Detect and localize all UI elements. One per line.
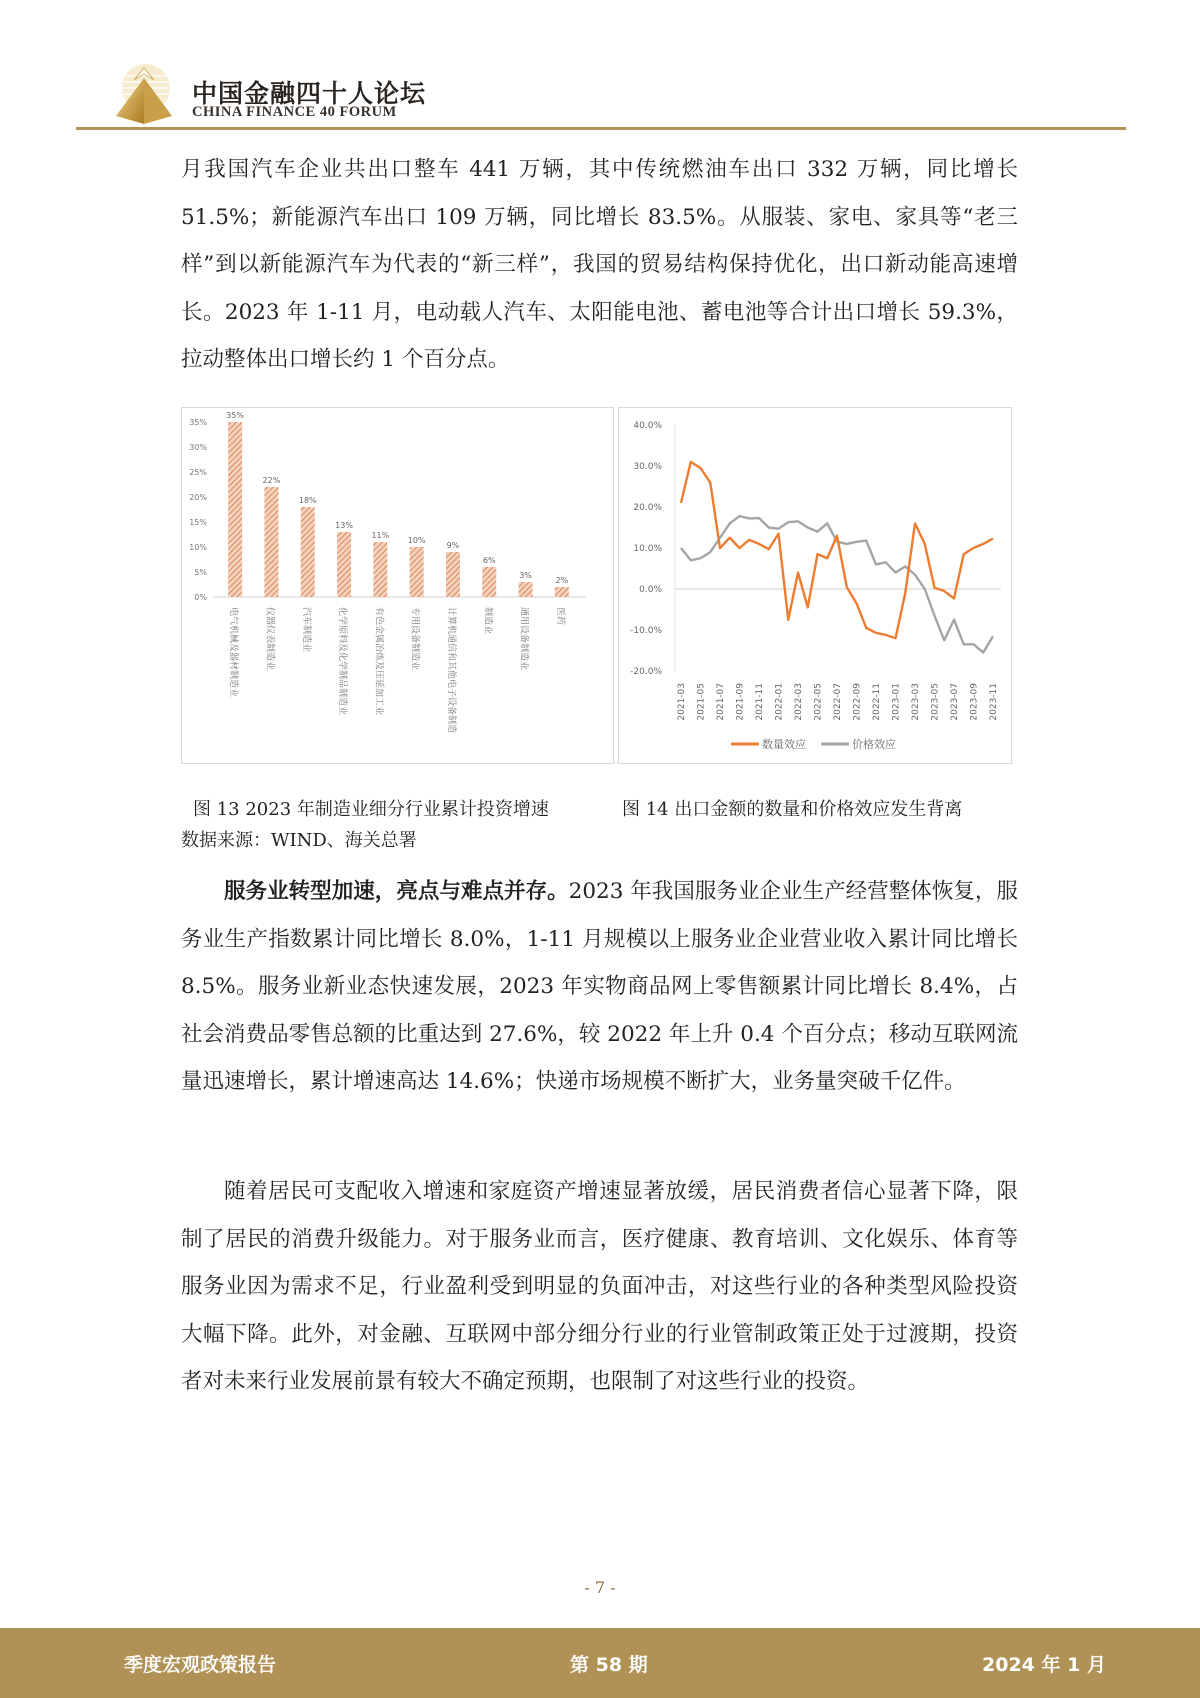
bar-data-label: 10% [407,536,426,545]
x-tick-label: 2022-01 [774,683,785,721]
y-tick-label: -20.0% [630,667,662,677]
bar [228,422,242,597]
x-tick-label: 2022-05 [813,683,824,721]
page-number: - 7 - [584,1578,616,1597]
x-tick-label: 2023-09 [969,683,980,721]
x-tick-label: 2021-09 [735,683,746,721]
bar-data-label: 22% [262,476,281,485]
bar-data-label: 13% [335,521,353,530]
brand-name-cn: 中国金融四十人论坛 [192,79,427,108]
paragraph-heading: 服务业转型加速，亮点与难点并存。 [224,879,569,904]
bar [373,542,387,597]
y-tick-label: 20.0% [633,503,662,513]
y-tick-label: 0.0% [639,585,662,595]
header-divider [76,127,1126,130]
legend-label: 数量效应 [762,738,806,751]
category-label: 有色金属冶炼及压延加工业 [373,607,384,716]
y-tick-label: 25% [189,468,207,477]
series-line-quantity [681,462,993,638]
x-tick-label: 2021-11 [755,683,765,721]
y-tick-label: 0% [194,593,207,602]
x-tick-label: 2023-07 [950,683,960,721]
x-tick-label: 2023-11 [989,683,999,721]
footer-date: 2024 年 1 月 [982,1654,1106,1676]
bar [519,582,533,597]
bar [337,532,351,597]
bar-data-label: 11% [371,531,390,540]
y-tick-label: -10.0% [630,626,662,636]
y-tick-label: 10.0% [633,544,662,554]
category-label: 电气机械及器材制造业 [228,607,239,698]
bar [264,487,278,597]
bar-chart [182,408,613,763]
chart-export-effects [618,407,1012,764]
footer-bar [0,1628,1200,1698]
y-tick-label: 40.0% [633,421,662,431]
x-tick-label: 2023-01 [891,683,902,721]
category-label: 汽车制造业 [300,607,311,653]
category-label: 制造业 [482,607,493,635]
category-label: 通用设备制造业 [518,607,529,671]
paragraph-exports: 月我国汽车企业共出口整车 441 万辆，其中传统燃油车出口 332 万辆，同比增长 51.5%；新能源汽车出口 109 万辆，同比增长 83.5%。从服装、家电、家具等“老三样”到以新能源汽车为代表的“新三样”，我国的贸易结构保持优化，出口新动能高速增长。2023 年 1-11 月，电动载人汽车、太阳能电池、蓄电池等合计出口增长 59.3%，拉动整体出口增长约 1 个百分点。 [181,157,1018,372]
figure-13-caption: 图 13 2023 年制造业细分行业累计投资增速 [193,799,549,820]
chart-investment-growth [181,407,614,764]
x-tick-label: 2021-03 [677,683,687,721]
legend-label: 价格效应 [852,738,896,751]
paragraph-body: 2023 年我国服务业企业生产经营整体恢复，服务业生产指数累计同比增长 8.0%，1-11 月规模以上服务业企业营业收入累计同比增长 8.5%。服务业新业态快速发展，2023 年实物商品网上零售额累计同比增长 8.4%，占社会消费品零售总额的比重达到 27.6%，较 2022 年上升 0.4 个百分点；移动互联网流量迅速增长，累计增速高达 14.6%；快递市场规模不断扩大，业务量突破千亿件。 [181,879,1018,1094]
bar-data-label: 3% [519,571,532,580]
category-label: 计算机通信和其他电子设备制造 [445,607,456,734]
data-source: 数据来源：WIND、海关总署 [181,830,417,851]
category-label: 仪器仪表制造业 [264,607,275,671]
bar [410,547,424,597]
x-tick-label: 2022-07 [833,683,843,721]
category-label: 专用设备制造业 [409,607,420,671]
x-tick-label: 2022-03 [794,683,804,721]
x-tick-label: 2021-05 [696,683,707,721]
category-label: 医药 [554,607,565,626]
y-tick-label: 30.0% [633,462,662,472]
figure-14-caption: 图 14 出口金额的数量和价格效应发生背离 [622,799,963,820]
paragraph-services [181,868,1018,1106]
bar-data-label: 9% [446,541,460,550]
x-tick-label: 2023-03 [911,683,921,721]
bar-data-label: 2% [555,576,569,585]
y-tick-label: 30% [189,443,207,452]
footer-issue: 第 58 期 [570,1654,648,1676]
x-tick-label: 2021-07 [716,683,726,721]
category-label: 化学原料及化学制品制造业 [337,607,348,716]
x-tick-label: 2022-11 [872,683,882,721]
footer-publication: 季度宏观政策报告 [124,1654,277,1676]
line-chart [619,408,1011,763]
x-tick-label: 2023-05 [930,683,941,721]
bar [301,507,315,597]
y-tick-label: 10% [189,543,207,552]
bar-data-label: 18% [298,496,317,505]
bar [555,587,569,597]
bar [446,552,460,597]
y-tick-label: 15% [189,518,207,527]
y-tick-label: 20% [189,493,207,502]
y-tick-label: 5% [194,568,207,577]
paragraph-consumption: 随着居民可支配收入增速和家庭资产增速显著放缓，居民消费者信心显著下降，限制了居民的消费升级能力。对于服务业而言，医疗健康、教育培训、文化娱乐、体育等服务业因为需求不足，行业盈利受到明显的负面冲击，对这些行业的各种类型风险投资大幅下降。此外，对金融、互联网中部分细分行业的行业管制政策正处于过渡期，投资者对未来行业发展前景有较大不确定预期，也限制了对这些行业的投资。 [181,1179,1018,1394]
brand-name-en: CHINA FINANCE 40 FORUM [192,104,397,120]
bar-data-label: 35% [226,411,245,420]
y-tick-label: 35% [189,418,207,427]
bar [482,567,496,597]
x-tick-label: 2022-09 [852,683,863,721]
bar-data-label: 6% [482,556,496,565]
forum-logo-icon [112,62,176,126]
